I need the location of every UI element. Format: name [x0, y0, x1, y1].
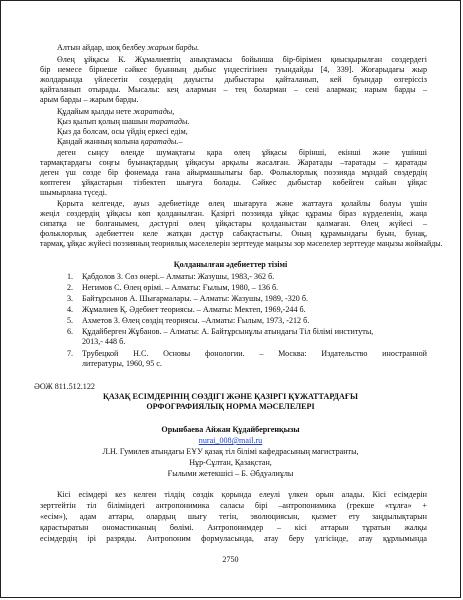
paragraph-line: фольклорлық әдебиеттен келе жатқан дәстүр сабақтастығы. Оның құрамындағы буын, бунақ, — [40, 229, 427, 238]
paragraph-line: Кісі есімдері кез келген тілдің сөздік қорында елеулі үлкен орын алады. Кісі есімдерін — [57, 490, 427, 499]
paragraph-line: шымырлана түседі. — [40, 188, 107, 197]
article-title-line-2: ОРФОГРАФИЯЛЫҚ НОРМА МӘСЕЛЕЛЕРІ — [146, 402, 315, 411]
article-title-line-1: ҚАЗАҚ ЕСІМДЕРІНІҢ СӨЗДІГІ ЖӘНЕ ҚАЗІРГІ ҚҰЖАТТАРДАҒЫ — [103, 392, 358, 401]
udk-code: ӘОЖ 811.512.122 — [34, 382, 95, 391]
paragraph-line: зерттейтін тіл біліміндегі антропонимика саласы бірі –антропонимика (грекше «тұлға» + — [40, 501, 427, 510]
paragraph-line: деген үш сөзде бір фонемада ғана айырмашылығы бар. Фольклорлық поэзияда мұндай сөздердің — [40, 168, 427, 177]
paragraph-line: қарастыратын ономастиканың бөлімі. Антропонимдер – кісі аттарын тұратын жалқы — [40, 523, 427, 532]
paragraph-line: жеңіл сөздердің ұйқасы көп қолданылған. Қазіргі поэзияда ұйқас құрамы біраз күрделенін, жаңа — [40, 209, 427, 218]
paragraph-line: тармақтардағы соңғы буынақтардың ұйқасуы арқылы жасалған. Жаратады –таратады – қаратады — [40, 158, 427, 167]
paragraph-line: жолдарында үйлесетін сөздердің дауысты дыбыстары қайталанып, кей буындар өзгеріссіз — [40, 75, 427, 84]
verse-line: Қыз да болсам, осы үйдің еркесі едім, — [57, 127, 188, 136]
page-number: 2750 — [222, 555, 239, 564]
paragraph-line: арым барды – жарым барды. — [40, 95, 139, 104]
verse-line: Қыз қылып қолың шашын таратады. — [57, 117, 190, 126]
document-page: Алтын айдар, шоқ белбеу жарым барды. Өлең ұйқасы К. Жұмалиевтің анықтамасы бойынша бір-бірімен қиысқырылған сөздердегі бір немесе бірнеше сәйкес буынның дыбыс үндестігінен туындайды [4, 339]. Жоғарыдағы жыр жолдарында үйлесетін сөздердің дауысты дыбыстары қайталанып, кей буындар өзгеріссіз қайталанып отырады. Мысалы: кең алармын – тең боларман – сені аларман; нарым барды – арым барды – жарым барды. Құдайым қылды нете жаратады, Қыз қылып қолың шашын таратады. Қыз да болсам, осы үйдің еркесі едім, Қандай жанның колына қаратады.– деген сыңсу өлеңде шумақтағы қара өлең ұйқасы бірінші, екінші және үшінші тармақтардағы соңғы буынақтардың ұйқасуы арқылы жасалған. Жаратады –таратады – қаратады деген үш сөзде бір фонемада ғана айырмашылығы бар. Фольклорлық поэзияда мұндай сөздердің көптеген ұйқастарын тізбектеп шығуға болады. Сәйкес дыбыстар көбейген сайын ұйқас шымырлана түседі. Қорыта келгенде, ауыз әдебиетінде өлең шығаруға және жаттауға қолайлы болуы үшін жеңіл сөздердің ұйқасы көп қолданылған. Қазіргі поэзияда ұйқас құрамы біраз күрделенін, жаңа сипатқа не болғанымен, дәстүрлі өлең ұйқастары қолданыстан қалмаған. Өлең жүйесі – фольклорлық әдебиеттен келе жатқан дәстүр сабақтастығы. Оның құрамындағы буын, бунақ, тармақ, ұйқас жүйесі поэзияның теориялық мәселелерін зерттеуде маңызы зор мәселелер зерттеуде маңызы жоймайды. Қолданылған әдебиеттер тізімі 1. Қабдолов З. Сөз өнері.– Алматы: Жазушы, 1983,- 362 б. 2. Негимов С. Өлең өрімі. – Алматы: Ғылым, 1980, – 136 б. 3. Байтұрсынов А. Шығармалары. – Алматы: Жазушы, 1989, -320 б. 4. Жұмалиев Қ. Әдебиет теориясы. – Алматы: Мектеп, 1969,-244 б. 5. Ахметов З. Өлең сөздің теориясы. –Алматы: Ғылым, 1973, -212 б. 6. Құдайберген Жұбанов. – Алматы: А. Байтұрсынұлы атындағы Тіл білімі институты, 2013,- 448 б. 7. Трубецкой Н.С. Основы фонологии. – Москва: Издательство иностранной литературы, 1960, 95 с. ӘОЖ 811.512.122 ҚАЗАҚ ЕСІМДЕРІНІҢ СӨЗДІГІ ЖӘНЕ ҚАЗІРГІ ҚҰЖАТТАРДАҒЫ ОРФОГРАФИЯЛЫҚ НОРМА МӘСЕЛЕЛЕРІ Орынбаева Айжан Құдайбергенқызы nurai_008@mail.ru Л.Н. Гумилев атындағы ЕҰУ қазақ тіл білімі кафедрасының магистранты, Нұр-Сұлтан, Қазақстан, Ғылыми жетекшісі – Б. Әбдуәлиұлы Кісі есімдері кез келген тілдің сөздік қорында елеулі үлкен орын алады. Кісі есімдерін зерттейтін тіл біліміндегі антропонимика саласы бірі –антропонимика (грекше «тұлға» + «есім»), адам аттары, олардың шығу тегін, эволюциясын, қызмет ету заңдылықтарын қарастыратын ономастиканың бөлімі. Антропонимдер – кісі аттарын тұратын жалқы есімдердің ірі разряды. Антропоним формуласында, атау беру үлгісінде, атау құрлымында 2750 — [0, 0, 461, 598]
paragraph-line: сипатқа не болғанымен, дәстүрлі өлең ұйқастары қолданыстан қалмаған. Өлең жүйесі – — [40, 219, 427, 228]
references-heading: Қолданылған әдебиеттер тізімі — [173, 260, 288, 269]
author-email-row — [1, 436, 460, 446]
paragraph-line: есімдердің ірі разряды. Антропоним формуласында, атау беру үлгісінде, атау құрлымында — [40, 534, 427, 543]
paragraph-line: деген сыңсу өлеңде шумақтағы қара өлең ұйқасы бірінші, екінші және үшінші — [57, 148, 427, 157]
author-email-link[interactable]: nurai_008@mail.ru — [198, 436, 263, 445]
author-name: Орынбаева Айжан Құдайбергенқызы — [161, 425, 300, 434]
affiliation-line: Л.Н. Гумилев атындағы ЕҰУ қазақ тіл білімі кафедрасының магистранты, — [102, 447, 359, 456]
paragraph-line: қайталанып отырады. Мысалы: кең алармын – тең боларман – сені аларман; нарым барды – — [40, 85, 427, 94]
paragraph-line: көптеген ұйқастарын тізбектеп шығуға болады. Сәйкес дыбыстар көбейген сайын ұйқас — [40, 178, 427, 187]
paragraph-line: «есім»), адам аттары, олардың шығу тегін, эволюциясын, қызмет ету заңдылықтарын — [40, 512, 427, 521]
paragraph-line: Өлең ұйқасы К. Жұмалиевтің анықтамасы бойынша бір-бірімен қиысқырылған сөздердегі — [57, 55, 427, 64]
paragraph-line: тармақ, ұйқас жүйесі поэзияның теориялық мәселелерін зерттеуде маңызы зор мәселелер зерттеуде маңызы жоймайды. — [40, 239, 443, 248]
supervisor-line: Ғылыми жетекшісі – Б. Әбдуәлиұлы — [167, 469, 294, 478]
verse-line: Қандай жанның колына қаратады.– — [57, 137, 183, 146]
verse-line: Алтын айдар, шоқ белбеу жарым барды. — [57, 43, 200, 52]
paragraph-line: Қорыта келгенде, ауыз әдебиетінде өлең шығаруға және жаттауға қолайлы болуы үшін — [57, 199, 427, 208]
verse-line: Құдайым қылды нете жаратады, — [57, 107, 175, 116]
affiliation-line: Нұр-Сұлтан, Қазақстан, — [189, 458, 272, 467]
paragraph-line: бір немесе бірнеше сәйкес буынның дыбыс үндестігінен туындайды [4, 339]. Жоғарыдағы жыр — [40, 65, 427, 74]
